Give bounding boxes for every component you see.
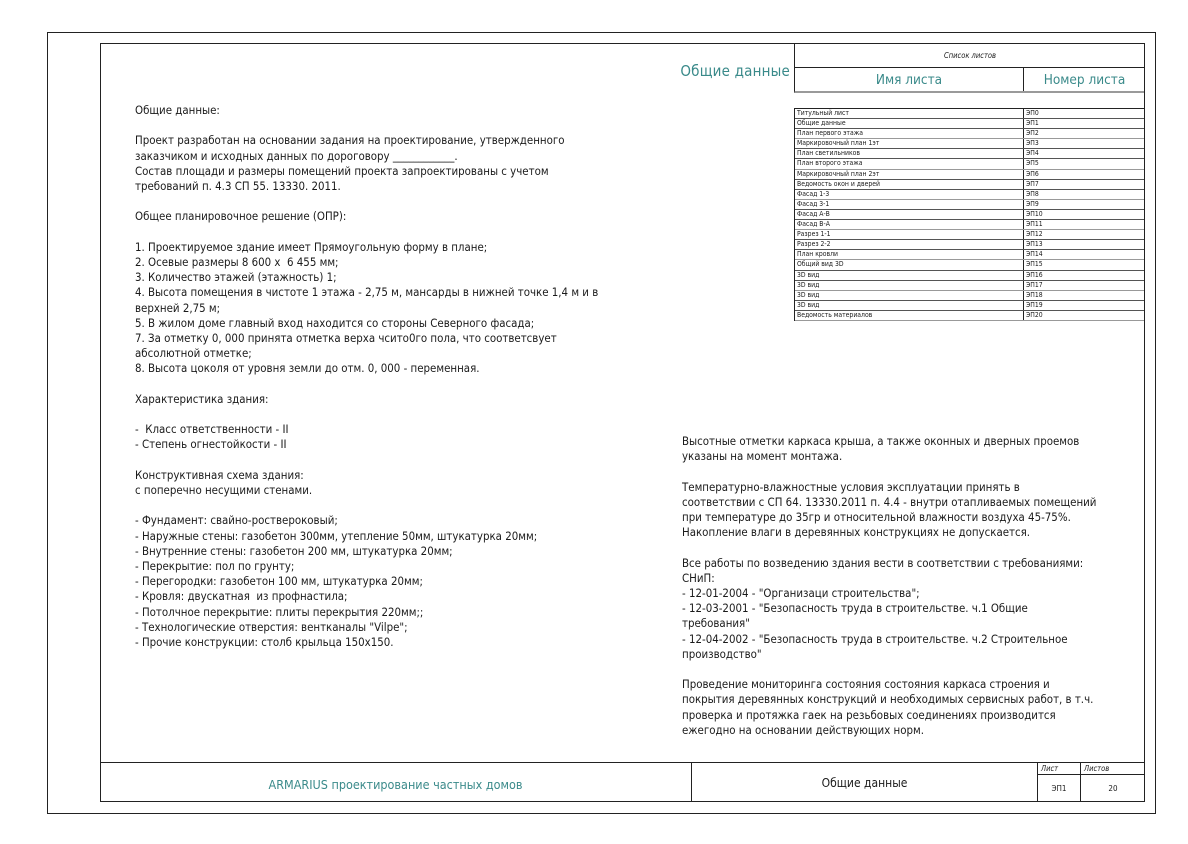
sheet-number-cell: ЭП12 — [1026, 230, 1043, 239]
table-row — [795, 139, 1144, 149]
sheet-list-table — [794, 43, 1145, 319]
text-line: 7. За отметку 0, 000 принята отметка верха чсито0го пола, что соответсвует — [135, 331, 557, 345]
column-header-number: Номер листа — [1043, 72, 1126, 88]
text-line: - Фундамент: свайно-ростверокoвый; — [135, 513, 338, 528]
sheet-number-cell: ЭП0 — [1026, 109, 1039, 117]
column-header-name: Имя листа — [795, 68, 1024, 91]
sheet-number-cell: ЭП7 — [1026, 179, 1039, 188]
text-line: - Кровля: двускатная из профнастила; — [135, 589, 348, 604]
page-title: Общие данные — [680, 62, 790, 80]
text-line: Накопление влаги в деревянных конструкциях не допускается. — [682, 525, 1031, 540]
text-line: с поперечно несущими стенами. — [135, 482, 313, 497]
sheet-number-cell: ЭП6 — [1026, 169, 1039, 178]
sheet-number-cell: ЭП8 — [1026, 189, 1039, 198]
text-line: Характеристика здания: — [135, 391, 269, 406]
text-paragraph — [682, 480, 1142, 541]
text-line: - Потолчное перекрытие: плиты перекрытия 220мм;; — [135, 604, 424, 619]
text-paragraph — [135, 240, 655, 377]
text-line: Проект разработан на основании задания на проектирование, утвержденного — [135, 133, 565, 148]
text-paragraph — [682, 556, 1142, 662]
sheet-name-cell: Маркировочный план 2эт — [795, 170, 1024, 179]
sheet-label: Лист — [1038, 763, 1080, 775]
sheet-number-cell: ЭП3 — [1026, 139, 1039, 148]
sheet-name-cell: Ведомость материалов — [795, 311, 1024, 320]
table-row — [795, 159, 1144, 169]
text-line: - Наружные стены: газобетон 300мм, утепление 50мм, штукатурка 20мм; — [135, 528, 538, 543]
sheet-number-cell: ЭП18 — [1026, 290, 1043, 299]
frame-divider — [1144, 43, 1145, 373]
table-row — [795, 271, 1144, 281]
table-row — [795, 210, 1144, 220]
text-line: - Внутренние стены: газобетон 200 мм, штукатурка 20мм; — [135, 543, 453, 558]
text-line: при температуре до 35гр и относительной влажности воздуха 45-75%. — [682, 510, 1071, 524]
sheet-number-cell: ЭП5 — [1026, 159, 1039, 168]
sheet-number-cell: ЭП20 — [1026, 310, 1043, 319]
text-line: 4. Высота помещения в чистоте 1 этажа - 2,75 м, мансарды в нижней точке 1,4 м и в — [135, 285, 599, 300]
sheets-value: 20 — [1108, 784, 1118, 793]
table-row — [795, 240, 1144, 250]
sheet-name-cell: Ведомость окон и дверей — [795, 180, 1024, 189]
text-paragraph — [135, 209, 655, 224]
table-row — [795, 301, 1144, 311]
text-line: 5. В жилом доме главный вход находится со стороны Северного фасада; — [135, 315, 535, 330]
text-line: Высотные отметки каркаса крыша, а также оконных и дверных проемов — [682, 434, 1080, 448]
table-row — [795, 149, 1144, 159]
table-row — [795, 281, 1144, 291]
sheet-name-cell: 3D вид — [795, 281, 1024, 290]
sheet-name-cell: Общие данные — [795, 119, 1024, 128]
text-line: 3. Количество этажей (этажность) 1; — [135, 270, 337, 285]
text-line: - Перекрытие: пол по грунту; — [135, 558, 295, 573]
text-paragraph — [135, 513, 655, 650]
table-row — [795, 291, 1144, 301]
text-line: СНиП: — [682, 570, 715, 585]
sheet-name-cell: Маркировочный план 1эт — [795, 139, 1024, 148]
text-line: покрытия деревянных конструкций и необходимых сервисных работ, в т.ч. — [682, 692, 1094, 707]
table-row — [795, 129, 1144, 139]
sheet-name-cell: План светильников — [795, 149, 1024, 158]
table-row — [795, 119, 1144, 129]
sheet-name-cell: Фасад 1-3 — [795, 190, 1024, 199]
sheet-list-title: Список листов — [794, 43, 1145, 68]
sheet-name-cell: Фасад В-А — [795, 220, 1024, 229]
sheet-name-cell: План кровли — [795, 250, 1024, 259]
text-line: соответствии с СП 64. 13330.2011 п. 4.4 - внутри отапливаемых помещений — [682, 494, 1097, 509]
text-line: - Класс ответственности - II — [135, 422, 289, 437]
sheet-number-cell: ЭП10 — [1026, 209, 1043, 218]
text-line: проверка и протяжка гаек на резьбовых соединениях производится — [682, 707, 1056, 722]
text-line: - 12-01-2004 - "Организаци строительства"; — [682, 586, 920, 600]
text-line: - 12-03-2001 - "Безопасность труда в строительстве. ч.1 Общие — [682, 601, 1028, 616]
sheet-number-cell: ЭП15 — [1026, 260, 1043, 269]
sheet-name-cell: Фасад 3-1 — [795, 200, 1024, 209]
text-paragraph — [135, 468, 655, 498]
sheet-number-cell: ЭП1 — [1026, 119, 1039, 128]
sheet-name-cell: 3D вид — [795, 291, 1024, 300]
sheet-name-cell: Титульный лист — [795, 109, 1024, 118]
sheet-number-cell: ЭП16 — [1026, 270, 1043, 279]
sheet-name-cell: Разрез 2-2 — [795, 240, 1024, 249]
text-line: - 12-04-2002 - "Безопасность труда в строительстве. ч.2 Строительное — [682, 631, 1068, 646]
table-row — [795, 220, 1144, 230]
left-text-column — [135, 103, 655, 665]
text-line: требований п. 4.3 СП 55. 13330. 2011. — [135, 179, 341, 193]
table-row — [795, 190, 1144, 200]
text-paragraph — [135, 103, 655, 118]
table-row — [795, 230, 1144, 240]
text-line: Проведение мониторинга состояния состояния каркаса строения и — [682, 677, 1050, 692]
text-paragraph — [682, 434, 1142, 464]
table-row — [795, 311, 1144, 321]
text-line: производство" — [682, 646, 762, 661]
title-block — [100, 762, 1145, 802]
text-line: Общие данные: — [135, 103, 220, 117]
text-line: ежегодно на основании действующих норм. — [682, 722, 924, 737]
text-line: требования" — [682, 616, 750, 631]
text-line: Общее планировочное решение (ОПР): — [135, 209, 347, 224]
text-line: Конструктивная схема здания: — [135, 467, 304, 482]
sheet-value: ЭП1 — [1051, 784, 1067, 793]
sheet-number-cell: ЭП2 — [1026, 129, 1039, 138]
table-row — [795, 109, 1144, 119]
text-line: 2. Осевые размеры 8 600 х 6 455 мм; — [135, 254, 339, 269]
text-line: Все работы по возведению здания вести в соответствии с требованиями: — [682, 555, 1084, 570]
text-line: заказчиком и исходных данных по дороговору ____________. — [135, 148, 458, 163]
sheet-name-cell: 3D вид — [795, 271, 1024, 280]
text-line: абсолютной отметке; — [135, 346, 252, 361]
sheet-number-cell: ЭП14 — [1026, 250, 1043, 259]
sheet-name-cell: 3D вид — [795, 301, 1024, 310]
text-line: - Прочие конструкции: столб крыльца 150х150. — [135, 635, 394, 649]
text-line: - Технологические отверстия: вентканалы "Vilpe"; — [135, 619, 408, 634]
text-line: указаны на момент монтажа. — [682, 449, 843, 464]
sheet-number-cell: ЭП19 — [1026, 300, 1043, 309]
sheet-name-cell: Разрез 1-1 — [795, 230, 1024, 239]
sheet-list-header — [794, 68, 1145, 93]
table-row — [795, 180, 1144, 190]
sheet-name: Общие данные — [821, 776, 908, 790]
sheets-label: Листов — [1081, 763, 1145, 775]
text-paragraph — [135, 422, 655, 452]
text-paragraph — [682, 677, 1142, 738]
text-paragraph — [135, 133, 655, 194]
table-row — [795, 170, 1144, 180]
sheet-name-cell: Общий вид 3D — [795, 260, 1024, 269]
sheet-number-cell: ЭП17 — [1026, 280, 1043, 289]
text-line: Температурно-влажностные условия эксплуатации принять в — [682, 479, 1020, 494]
text-line: 1. Проектируемое здание имеет Прямоугольную форму в плане; — [135, 239, 488, 254]
table-row — [795, 260, 1144, 270]
table-row — [795, 200, 1144, 210]
sheet-number-cell: ЭП9 — [1026, 199, 1039, 208]
sheet-number-cell: ЭП11 — [1026, 220, 1043, 229]
company-name: ARMARIUS проектирование частных домов — [100, 763, 692, 802]
text-line: - Степень огнестойкости - II — [135, 437, 287, 452]
sheet-number-cell — [1037, 763, 1081, 802]
sheet-number-cell: ЭП4 — [1026, 149, 1039, 158]
right-text-column — [682, 434, 1142, 753]
sheet-name-cell: План первого этажа — [795, 129, 1024, 138]
sheet-name-cell: Фасад А-В — [795, 210, 1024, 219]
sheets-total-cell — [1081, 763, 1145, 802]
text-line: верхней 2,75 м; — [135, 300, 221, 315]
table-row — [795, 250, 1144, 260]
text-line: Состав площади и размеры помещений проекта запроектированы с учетом — [135, 163, 549, 178]
text-line: - Перегородки: газобетон 100 мм, штукатурка 20мм; — [135, 574, 423, 589]
text-line: 8. Высота цоколя от уровня земли до отм. 0, 000 - переменная. — [135, 361, 480, 376]
sheet-list-rows — [794, 108, 1145, 321]
sheet-number-cell: ЭП13 — [1026, 240, 1043, 249]
sheet-name-cell: План второго этажа — [795, 159, 1024, 168]
text-paragraph — [135, 392, 655, 407]
